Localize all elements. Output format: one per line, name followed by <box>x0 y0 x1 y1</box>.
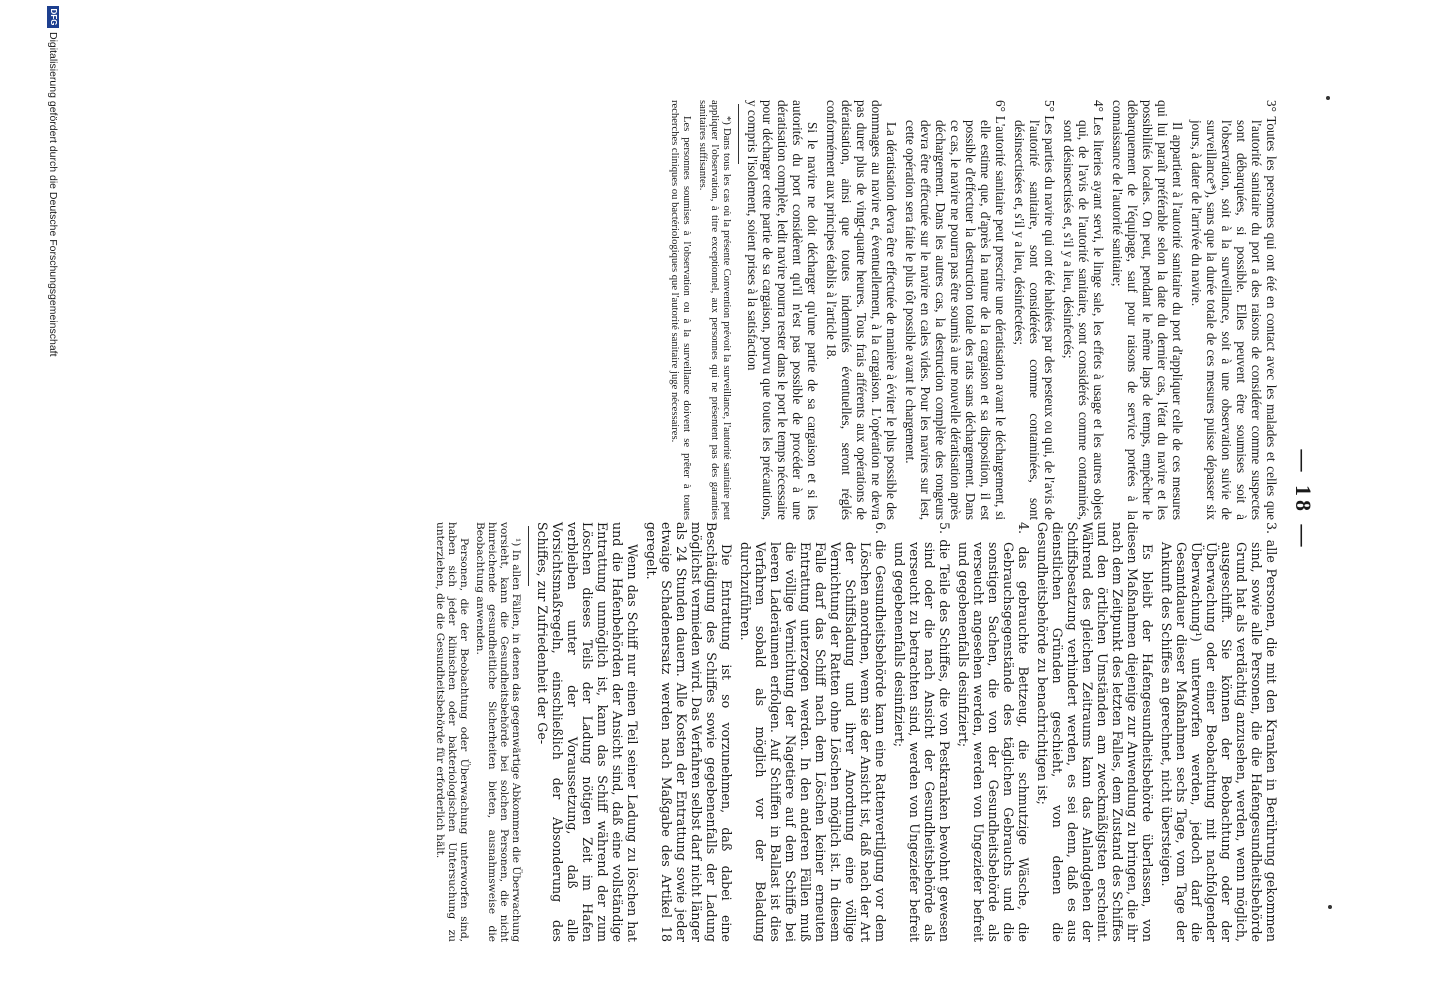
de-footnote-2: Personen, die der Beobachtung oder Überwachung unterworfen sind, haben sich jeder klinischen oder bakteriologischen Untersuchung zu unterziehen, die die Gesundheitsbehörde für erforderlich hält. <box>434 522 470 942</box>
page-number: — 18 — <box>1291 449 1316 551</box>
de-paragraph-3: 3. alle Personen, die mit den Kranken in Berührung gekommen sind, sowie alle Personen, die die Hafengesundheitsbehörde Grund hat als verdächtig anzusehen, werden, wenn möglich, ausgeschifft. Sie können der Beobachtung oder der Überwachung oder einer Beobachtung mit nachfolgender Überwachung¹) unterworfen werden, jedoch darf die Gesamtdauer dieser Maßnahmen sechs Tage, vom Tage der Ankunft des Schiffes an gerechnet, nicht übersteigen. <box>1159 522 1279 942</box>
german-column <box>430 522 1279 942</box>
dfg-logo: DFG <box>47 6 59 28</box>
digitization-credit <box>44 0 62 1000</box>
digitization-credit-text: Digitalisierung gefördert durch die Deutsche Forschungsgemeinschaft <box>47 32 59 357</box>
scan-speck <box>1328 905 1332 909</box>
de-paragraph-8: Wenn das Schiff nur einen Teil seiner Ladung zu löschen hat und die Hafenbehörden der Ansicht sind, daß eine vollständige Entrattung unmöglich ist, kann das Schiff während der zum Löschen dieses Teils der Ladung nötigen Zeit im Hafen verbleiben unter der Voraussetzung, daß alle Vorsichtsmaßregeln, einschließlich der Absonderung des Schiffes, zur Zufriedenheit der Ge- <box>535 522 640 942</box>
fr-paragraph-4: 4° Les literies ayant servi, le linge sale, les effets à usage et les autres objets qui, de l'avis de l'autorité sanitaire, sont considérés comme contaminés, sont désinsectisés et, s'il y a lieu, désinfectés; <box>1061 100 1106 520</box>
de-paragraph-4: 4. das gebrauchte Bettzeug, die schmutzige Wäsche, die Gebrauchsgegenstände des täglichen Gebrauchs und die sonstigen Sachen, die von der Gesundheitsbehörde als verseucht angesehen werden, werden von Ungeziefer befreit und gegebenenfalls desinfiziert; <box>956 522 1031 942</box>
de-paragraph-3b: Es bleibt der Hafengesundheitsbehörde überlassen, von diesen Maßnahmen diejenige zur Anwendung zu bringen, die ihr nach dem Zeitpunkt des letzten Falles, dem Zustand des Schiffes und den örtlichen Umständen am zweckmäßigsten erscheint. Während des gleichen Zeitraums kann das Anlandgehen der Schiffsbesatzung verhindert werden, es sei denn, daß es aus dienstlichen Gründen geschieht, von denen die Gesundheitsbehörde zu benachrichtigen ist; <box>1035 522 1155 942</box>
french-column <box>664 100 1279 520</box>
fr-paragraph-6: 6° L'autorité sanitaire peut prescrire une dératisation avant le déchargement, si elle estime que, d'après la nature de la cargaison et sa disposition, il est possible d'effectuer la destruction totale des rats sans déchargement. Dans ce cas, le navire ne pourra pas être soumis à une nouvelle dératisation après déchargement. Dans les autres cas, la destruction complète des rongeurs devra être effectuée sur le navire en cales vides. Pour les navires sur lest, cette opération sera faite le plus tôt possible avant le chargement. <box>903 100 1008 520</box>
fr-paragraph-5: 5° Les parties du navire qui ont été habitées par des pesteux ou qui, de l'avis de l'autorité sanitaire, sont considérées comme contaminées, sont désinsectisées et, s'il y a lieu, désinfectées; <box>1012 100 1057 520</box>
footnote-divider <box>528 526 529 586</box>
de-paragraph-6: 6. die Gesundheitsbehörde kann eine Rattenvertilgung vor dem Löschen anordnen, wenn sie der Ansicht ist, daß nach der Art der Schiffsladung und ihrer Anordnung eine völlige Vernichtung der Ratten ohne Löschen möglich ist. In diesem Falle darf das Schiff nach dem Löschen keiner erneuten Entrattung unterzogen werden. In den anderen Fällen muß die völlige Vernichtung der Nagetiere auf dem Schiffe bei leeren Laderäumen erfolgen. Auf Schiffen in Ballast ist dies Verfahren sobald als möglich vor der Beladung durchzuführen. <box>738 522 888 942</box>
fr-footnote-1: *) Dans tous les cas où la présente Convention prévoit la surveillance, l'autorité sanitaire peut appliquer l'observation, à titre exceptionnel, aux personnes qui ne présentent pas des garanties sanitaires suffisantes. <box>697 100 732 520</box>
scan-speck <box>1326 96 1330 100</box>
fr-paragraph-3: 3° Toutes les personnes qui ont été en contact avec les malades et celles que l'autorité sanitaire du port a des raisons de considérer comme suspectes sont débarquées, si possible. Elles peuvent être soumises soit à l'observation, soit à la surveillance, soit à une observation suivie de surveillance*), sans que la durée totale de ces mesures puisse dépasser six jours, à dater de l'arrivée du navire. <box>1189 100 1279 520</box>
fr-paragraph-8: Si le navire ne doit décharger qu'une partie de sa cargaison et si les autorités du port considèrent qu'il n'est pas possible de procéder à une dératisation complète, ledit navire pourra rester dans le port le temps nécessaire pour décharger cette partie de sa cargaison, pourvu que toutes les précautions, y compris l'isolement, soient prises à la satisfaction <box>745 100 820 520</box>
de-paragraph-7: Die Entrattung ist so vorzunehmen, daß dabei eine Beschädigung des Schiffes sowie gegebenenfalls der Ladung möglichst vermieden wird. Das Verfahren selbst darf nicht länger als 24 Stunden dauern. Alle Kosten der Entrattung sowie jeder etwaige Schadenersatz werden nach Maßgabe des Artikel 18 geregelt. <box>644 522 734 942</box>
fr-paragraph-3b: Il appartient à l'autorité sanitaire du port d'appliquer celle de ces mesures qui lui paraît préférable selon la date du dernier cas, l'état du navire et les possibilités locales. On peut, pendant le même laps de temps, empêcher le débarquement de l'équipage, sauf pour raisons de service portées à la connaissance de l'autorité sanitaire; <box>1110 100 1185 520</box>
footnote-divider <box>738 104 739 164</box>
fr-paragraph-7: La dératisation devra être effectuée de manière à éviter le plus possible des dommages au navire et, éventuellement, à la cargaison. L'opération ne devra pas durer plus de vingt-quatre heures. Tous frais afférents aux opérations de dératisation, ainsi que toutes indemnités éventuelles, seront réglés conformément aux principes établis à l'article 18. <box>824 100 899 520</box>
fr-footnote-2: Les personnes soumises à l'observation ou à la surveillance doivent se prêter à toutes recherches cliniques ou bactériologiques que l'autorité sanitaire juge nécessaires. <box>669 100 692 520</box>
de-footnote-1: ¹) In allen Fällen, in denen das gegenwärtige Abkommen die Überwachung vorsieht, kann die Gesundheitsbehörde bei solchen Personen, die nicht hinreichende gesundheitliche Sicherheiten bieten, ausnahmsweise die Beobachtung anwenden. <box>474 522 522 942</box>
de-paragraph-5: 5. die Teile des Schiffes, die von Pestkranken bewohnt gewesen sind oder die nach Ansicht der Gesundheitsbehörde als verseucht zu betrachten sind, werden von Ungeziefer befreit und gegebenenfalls desinfiziert; <box>892 522 952 942</box>
